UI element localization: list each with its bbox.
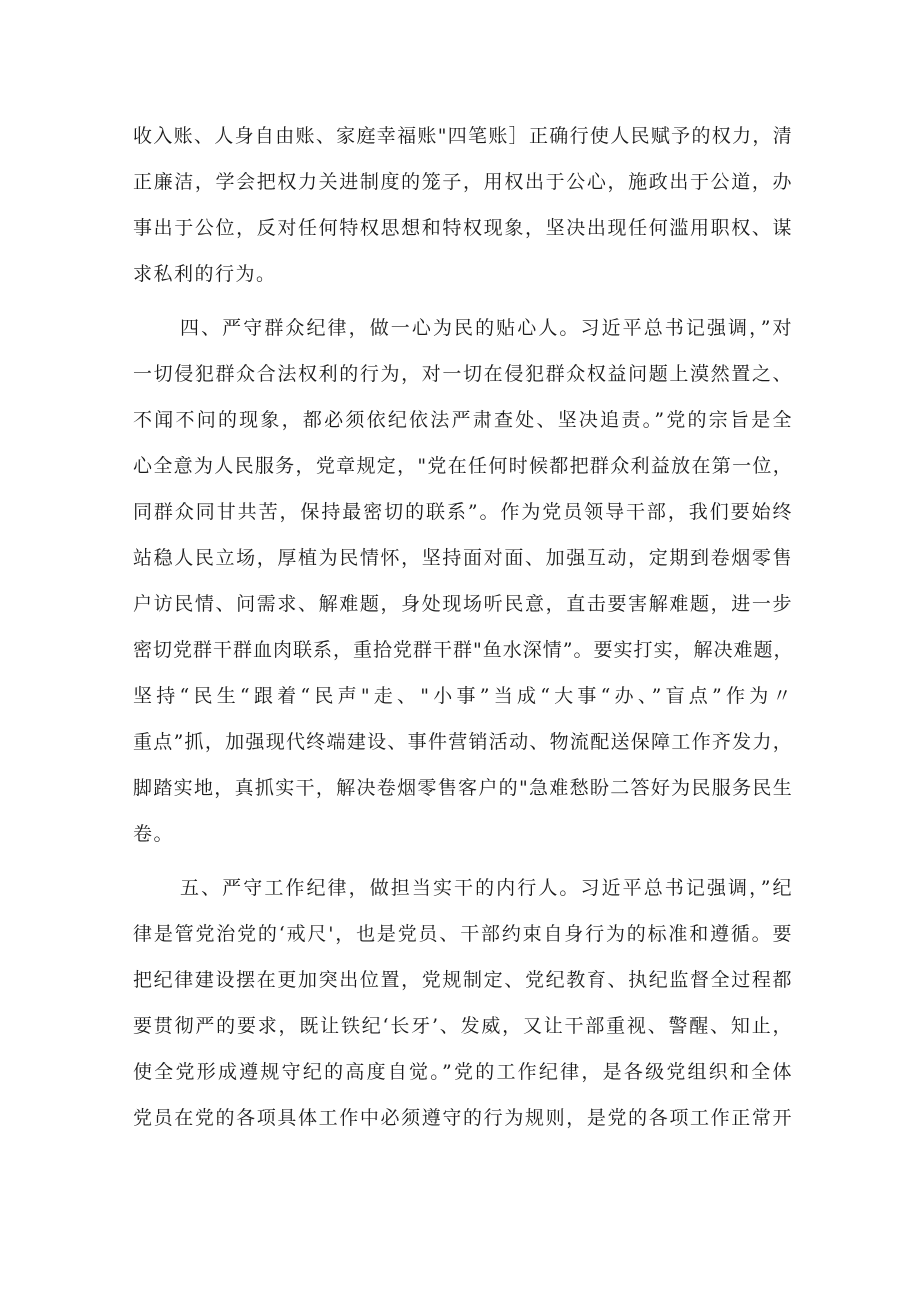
text-line: 求私利的行为。: [133, 263, 277, 285]
text-line: 重点”抓，加强现代终端建设、事件营销活动、物流配送保障工作齐发力，: [133, 731, 793, 753]
paragraph-start-line: 五、严守工作纪律，做担当实干的内行人。习近平总书记强调，”纪: [180, 877, 793, 899]
text-line: 卷。: [133, 823, 175, 845]
text-line: 把纪律建设摆在更加突出位置，党规制定、党纪教育、执纪监督全过程都: [133, 969, 793, 991]
text-line: 不闻不问的现象，都必须依纪依法严肃查处、坚决追责。”党的宗旨是全: [133, 409, 793, 431]
text-line: 脚踏实地，真抓实干，解决卷烟零售客户的"急难愁盼二答好为民服务民生: [133, 777, 793, 799]
text-line: 密切党群干群血肉联系，重拾党群干群"鱼水深情”。要实打实，解决难题，: [133, 639, 794, 661]
text-line: 坚持“民生“跟着“民声"走、"小事”当成“大事“办、”盲点”作为〃: [133, 685, 793, 707]
text-line: 站稳人民立场，厚植为民情怀，坚持面对面、加强互动，定期到卷烟零售: [133, 547, 793, 569]
text-line: 使全党形成遵规守纪的高度自觉。”党的工作纪律，是各级党组织和全体: [133, 1061, 793, 1083]
text-line: 收入账、人身自由账、家庭幸福账"四笔账］正确行使人民赋予的权力，清: [133, 125, 793, 147]
text-line: 正廉洁，学会把权力关进制度的笼子，用权出于公心，施政出于公道，办: [133, 171, 793, 193]
text-line: 户访民情、问需求、解难题，身处现场听民意，直击要害解难题，进一步: [133, 593, 793, 615]
text-line: 心全意为人民服务，党章规定，"党在任何时候都把群众利益放在第一位，: [133, 455, 793, 477]
text-line: 律是管党治党的‘戒尺'，也是党员、干部约束自身行为的标准和遵循。要: [133, 923, 793, 945]
text-line: 要贯彻严的要求，既让铁纪‘长牙’、发威，又让干部重视、警醒、知止，: [133, 1015, 793, 1037]
text-line: 党员在党的各项具体工作中必须遵守的行为规则，是党的各项工作正常开: [133, 1107, 793, 1129]
paragraph-start-line: 四、严守群众纪律，做一心为民的贴心人。习近平总书记强调，”对: [180, 317, 793, 339]
text-line: 一切侵犯群众合法权利的行为，对一切在侵犯群众权益问题上漠然置之、: [133, 363, 793, 385]
text-line: 同群众同甘共苦，保持最密切的联系”。作为党员领导干部，我们要始终: [133, 501, 793, 523]
text-line: 事出于公位，反对任何特权思想和特权现象，坚决出现任何滥用职权、谋: [133, 217, 793, 239]
